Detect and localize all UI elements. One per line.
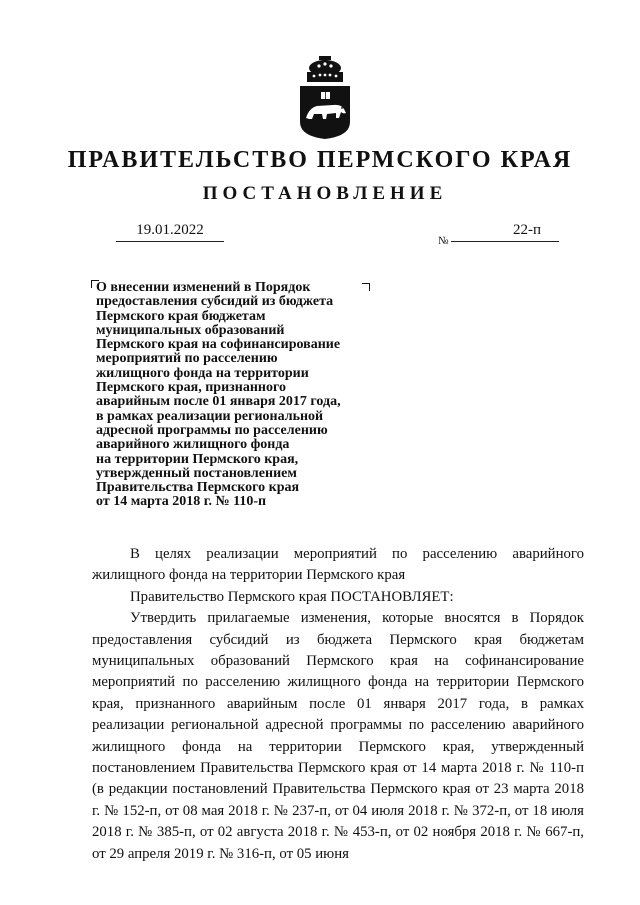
subject-line: от 14 марта 2018 г. № 110-п <box>96 494 267 510</box>
subject-line: адресной программы по расселению <box>96 422 328 438</box>
subject-line: аварийного жилищного фонда <box>96 437 290 453</box>
subject-line: Пермского края бюджетам <box>96 308 266 324</box>
government-title: ПРАВИТЕЛЬСТВО ПЕРМСКОГО КРАЯ <box>67 147 573 173</box>
subject-line: Пермского края, признанного <box>96 380 286 396</box>
body-paragraph-approve: Утвердить прилагаемые изменения, которые вносятся в Порядок предоставления субсидий из бюджета Пермского края бюджетам муниципальных образований Пермского края на софинансирование мероприятий по расселению жилищного фонда на территории Пермского края, признанного аварийным после 01 января 2017 года, в рамках реализации региональной адресной программы по расселению аварийного жилищного фонда на территории Пермского края, утвержденный постановлением Правительства Пермского края от 14 марта 2018 г. № 110-п (в редакции постановлений Правительства Пермского края от 23 марта 2018 г. № 152-п, от 08 мая 2018 г. № 237-п, от 04 июля 2018 г. № 372-п, от 18 июля 2018 г. № 385-п, от 02 августа 2018 г. № 453-п, от 02 ноября 2018 г. № 667-п, от 29 апреля 2019 г. № 316-п, от 05 июня <box>92 610 584 862</box>
date-underline <box>116 239 224 242</box>
subject-line: аварийным после 01 января 2017 года, <box>96 394 341 410</box>
document-date: 19.01.2022 <box>136 222 204 238</box>
coat-of-arms-icon <box>297 56 353 140</box>
subject-line: утвержденный постановлением <box>96 465 297 481</box>
subject-line: Правительства Пермского края <box>96 480 300 496</box>
number-sign: № <box>438 235 449 247</box>
subject-line: мероприятий по расселению <box>96 351 278 367</box>
document-number: 22-п <box>512 222 541 238</box>
body-paragraph-resolves: Правительство Пермского края ПОСТАНОВЛЯЕТ: <box>130 588 454 605</box>
subject-line: на территории Пермского края, <box>96 451 299 467</box>
subject-heading <box>96 281 386 510</box>
subject-line: Пермского края на софинансирование <box>96 337 341 353</box>
subject-line: в рамках реализации региональной <box>96 408 324 424</box>
number-underline <box>451 239 559 242</box>
date-field <box>116 222 224 242</box>
document-type: ПОСТАНОВЛЕНИЕ <box>202 183 448 204</box>
document-body <box>92 544 584 865</box>
subject-line: предоставления субсидий из бюджета <box>96 294 334 310</box>
subject-line: муниципальных образований <box>96 322 285 338</box>
subject-line: жилищного фонда на территории <box>96 365 309 381</box>
body-paragraph-preamble: В целях реализации мероприятий по расселению аварийного жилищного фонда на территории Пермского края <box>92 546 584 584</box>
number-field <box>451 222 559 242</box>
subject-line: О внесении изменений в Порядок <box>96 280 311 295</box>
